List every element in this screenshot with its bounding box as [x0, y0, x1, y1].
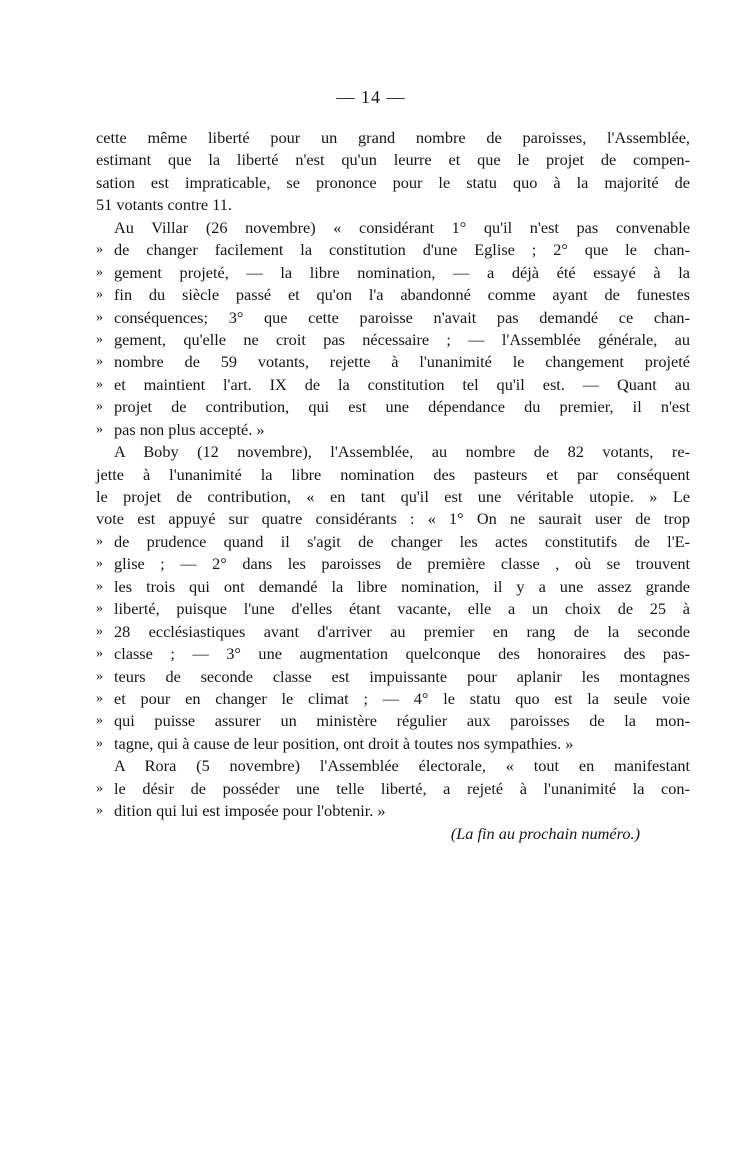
quoted-line: » glise ; — 2° dans les paroisses de première classe , où se trouvent — [96, 553, 690, 575]
quoted-line: » liberté, puisque l'une d'elles étant vacante, elle a un choix de 25 à — [96, 598, 690, 620]
text-line: le projet de contribution, « en tant qu'il est une véritable utopie. » Le — [96, 487, 690, 506]
quoted-line: » et maintient l'art. IX de la constitution tel qu'il est. — Quant au — [96, 374, 690, 396]
text-line: A Boby (12 novembre), l'Assemblée, au nombre de 82 votants, re- — [114, 442, 690, 462]
quoted-line: » gement, qu'elle ne croit pas nécessaire ; — l'Assemblée générale, au — [96, 329, 690, 351]
quoted-line: » le désir de posséder une telle liberté, a rejeté à l'unanimité la con- — [96, 778, 690, 800]
text-line: jette à l'unanimité la libre nomination des pasteurs et par conséquent — [96, 464, 690, 484]
text-line: A Rora (5 novembre) l'Assemblée électorale, « tout en manifestant — [114, 756, 690, 776]
quoted-line: » classe ; — 3° une augmentation quelconque des honoraires des pas- — [96, 643, 690, 665]
quoted-line: » les trois qui ont demandé la libre nomination, il y a une assez grande — [96, 576, 690, 598]
text-line: vote est appuyé sur quatre considérants : « 1° On ne saurait user de trop — [96, 509, 690, 529]
text-line: sation est impraticable, se prononce pour le statu quo à la majorité de — [96, 172, 690, 192]
page-number: — 14 — — [336, 87, 406, 107]
quoted-line: » teurs de seconde classe est impuissante pour aplanir les montagnes — [96, 666, 690, 688]
quoted-line: » qui puisse assurer un ministère régulier aux paroisses de la mon- — [96, 710, 690, 732]
quoted-line: » projet de contribution, qui est une dépendance du premier, il n'est — [96, 396, 690, 418]
continuation-note: (La fin au prochain numéro.) — [450, 823, 640, 843]
quoted-line: » fin du siècle passé et qu'on l'a abandonné comme ayant de funestes — [96, 284, 690, 306]
quoted-line: » nombre de 59 votants, rejette à l'unanimité le changement projeté — [96, 351, 690, 373]
quoted-line: » gement projeté, — la libre nomination, — a déjà été essayé à la — [96, 262, 690, 284]
text-line: estimant que la liberté n'est qu'un leurre et que le projet de compen- — [96, 150, 690, 170]
text-line: Au Villar (26 novembre) « considérant 1° qu'il n'est pas convenable — [114, 217, 690, 237]
quoted-line: » pas non plus accepté. » — [96, 419, 690, 441]
quoted-line: » tagne, qui à cause de leur position, ont droit à toutes nos sympathies. » — [96, 733, 690, 755]
text-line: 51 votants contre 11. — [96, 195, 232, 215]
quoted-line: » 28 ecclésiastiques avant d'arriver au premier en rang de la seconde — [96, 621, 690, 643]
quoted-line: » conséquences; 3° que cette paroisse n'avait pas demandé ce chan- — [96, 307, 690, 329]
body-text — [96, 127, 690, 845]
quoted-line: » de changer facilement la constitution d'une Eglise ; 2° que le chan- — [96, 239, 690, 261]
quoted-line: » et pour en changer le climat ; — 4° le statu quo est la seule voie — [96, 688, 690, 710]
text-line: cette même liberté pour un grand nombre de paroisses, l'Assemblée, — [96, 128, 690, 147]
quoted-line: » de prudence quand il s'agit de changer les actes constitutifs de l'E- — [96, 531, 690, 553]
quoted-line: » dition qui lui est imposée pour l'obtenir. » — [96, 800, 690, 822]
